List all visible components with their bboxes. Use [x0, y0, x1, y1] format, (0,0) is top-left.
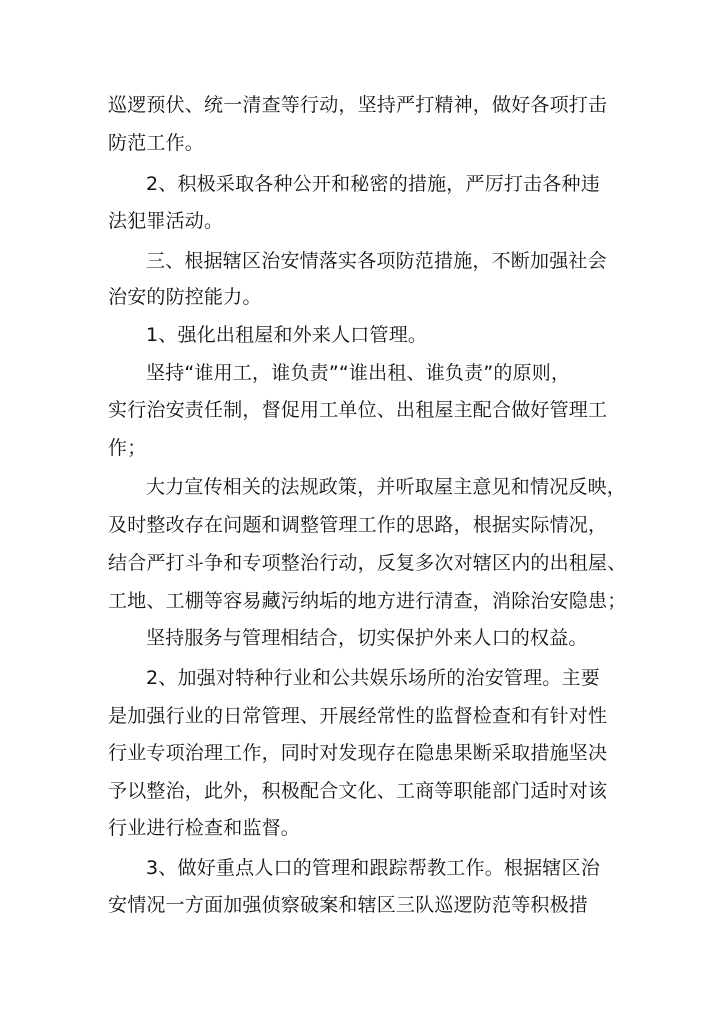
text-line: 及时整改存在问题和调整管理工作的思路，根据实际情况， — [108, 514, 608, 536]
text-line: 坚持服务与管理相结合，切实保护外来人口的权益。 — [146, 627, 588, 649]
text-line: 法犯罪活动。 — [108, 210, 224, 232]
text-line: 工地、工棚等容易藏污纳垢的地方进行清查，消除治安隐患； — [108, 590, 627, 612]
text-line: 治安的防控能力。 — [108, 286, 262, 308]
text-line: 安情况一方面加强侦察破案和辖区三队巡逻防范等积极措 — [108, 894, 589, 916]
text-line: 结合严打斗争和专项整治行动，反复多次对辖区内的出租屋、 — [108, 552, 627, 574]
text-line: 防范工作。 — [108, 132, 205, 154]
text-line: 2、积极采取各种公开和秘密的措施，严厉打击各种违 — [146, 173, 600, 195]
text-line: 行业专项治理工作，同时对发现存在隐患果断采取措施坚决 — [108, 742, 608, 764]
text-line: 是加强行业的日常管理、开展经常性的监督检查和有针对性 — [108, 705, 608, 727]
text-line: 大力宣传相关的法规政策，并听取屋主意见和情况反映， — [146, 476, 627, 498]
text-line: 3、做好重点人口的管理和跟踪帮教工作。根据辖区治 — [146, 857, 600, 879]
text-line: 2、加强对特种行业和公共娱乐场所的治安管理。主要 — [146, 667, 600, 689]
text-line: 予以整治，此外，积极配合文化、工商等职能部门适时对该 — [108, 780, 608, 802]
text-line: 1、强化出租屋和外来人口管理。 — [146, 324, 428, 346]
text-line: 坚持“谁用工，谁负责”“谁出租、谁负责”的原则， — [146, 362, 571, 384]
text-line: 作； — [108, 437, 147, 459]
text-line: 实行治安责任制，督促用工单位、出租屋主配合做好管理工 — [108, 399, 608, 421]
text-line: 三、根据辖区治安情落实各项防范措施，不断加强社会 — [146, 250, 607, 272]
text-line: 巡逻预伏、统一清查等行动，坚持严打精神，做好各项打击 — [108, 94, 608, 116]
text-line: 行业进行检查和监督。 — [108, 817, 301, 839]
